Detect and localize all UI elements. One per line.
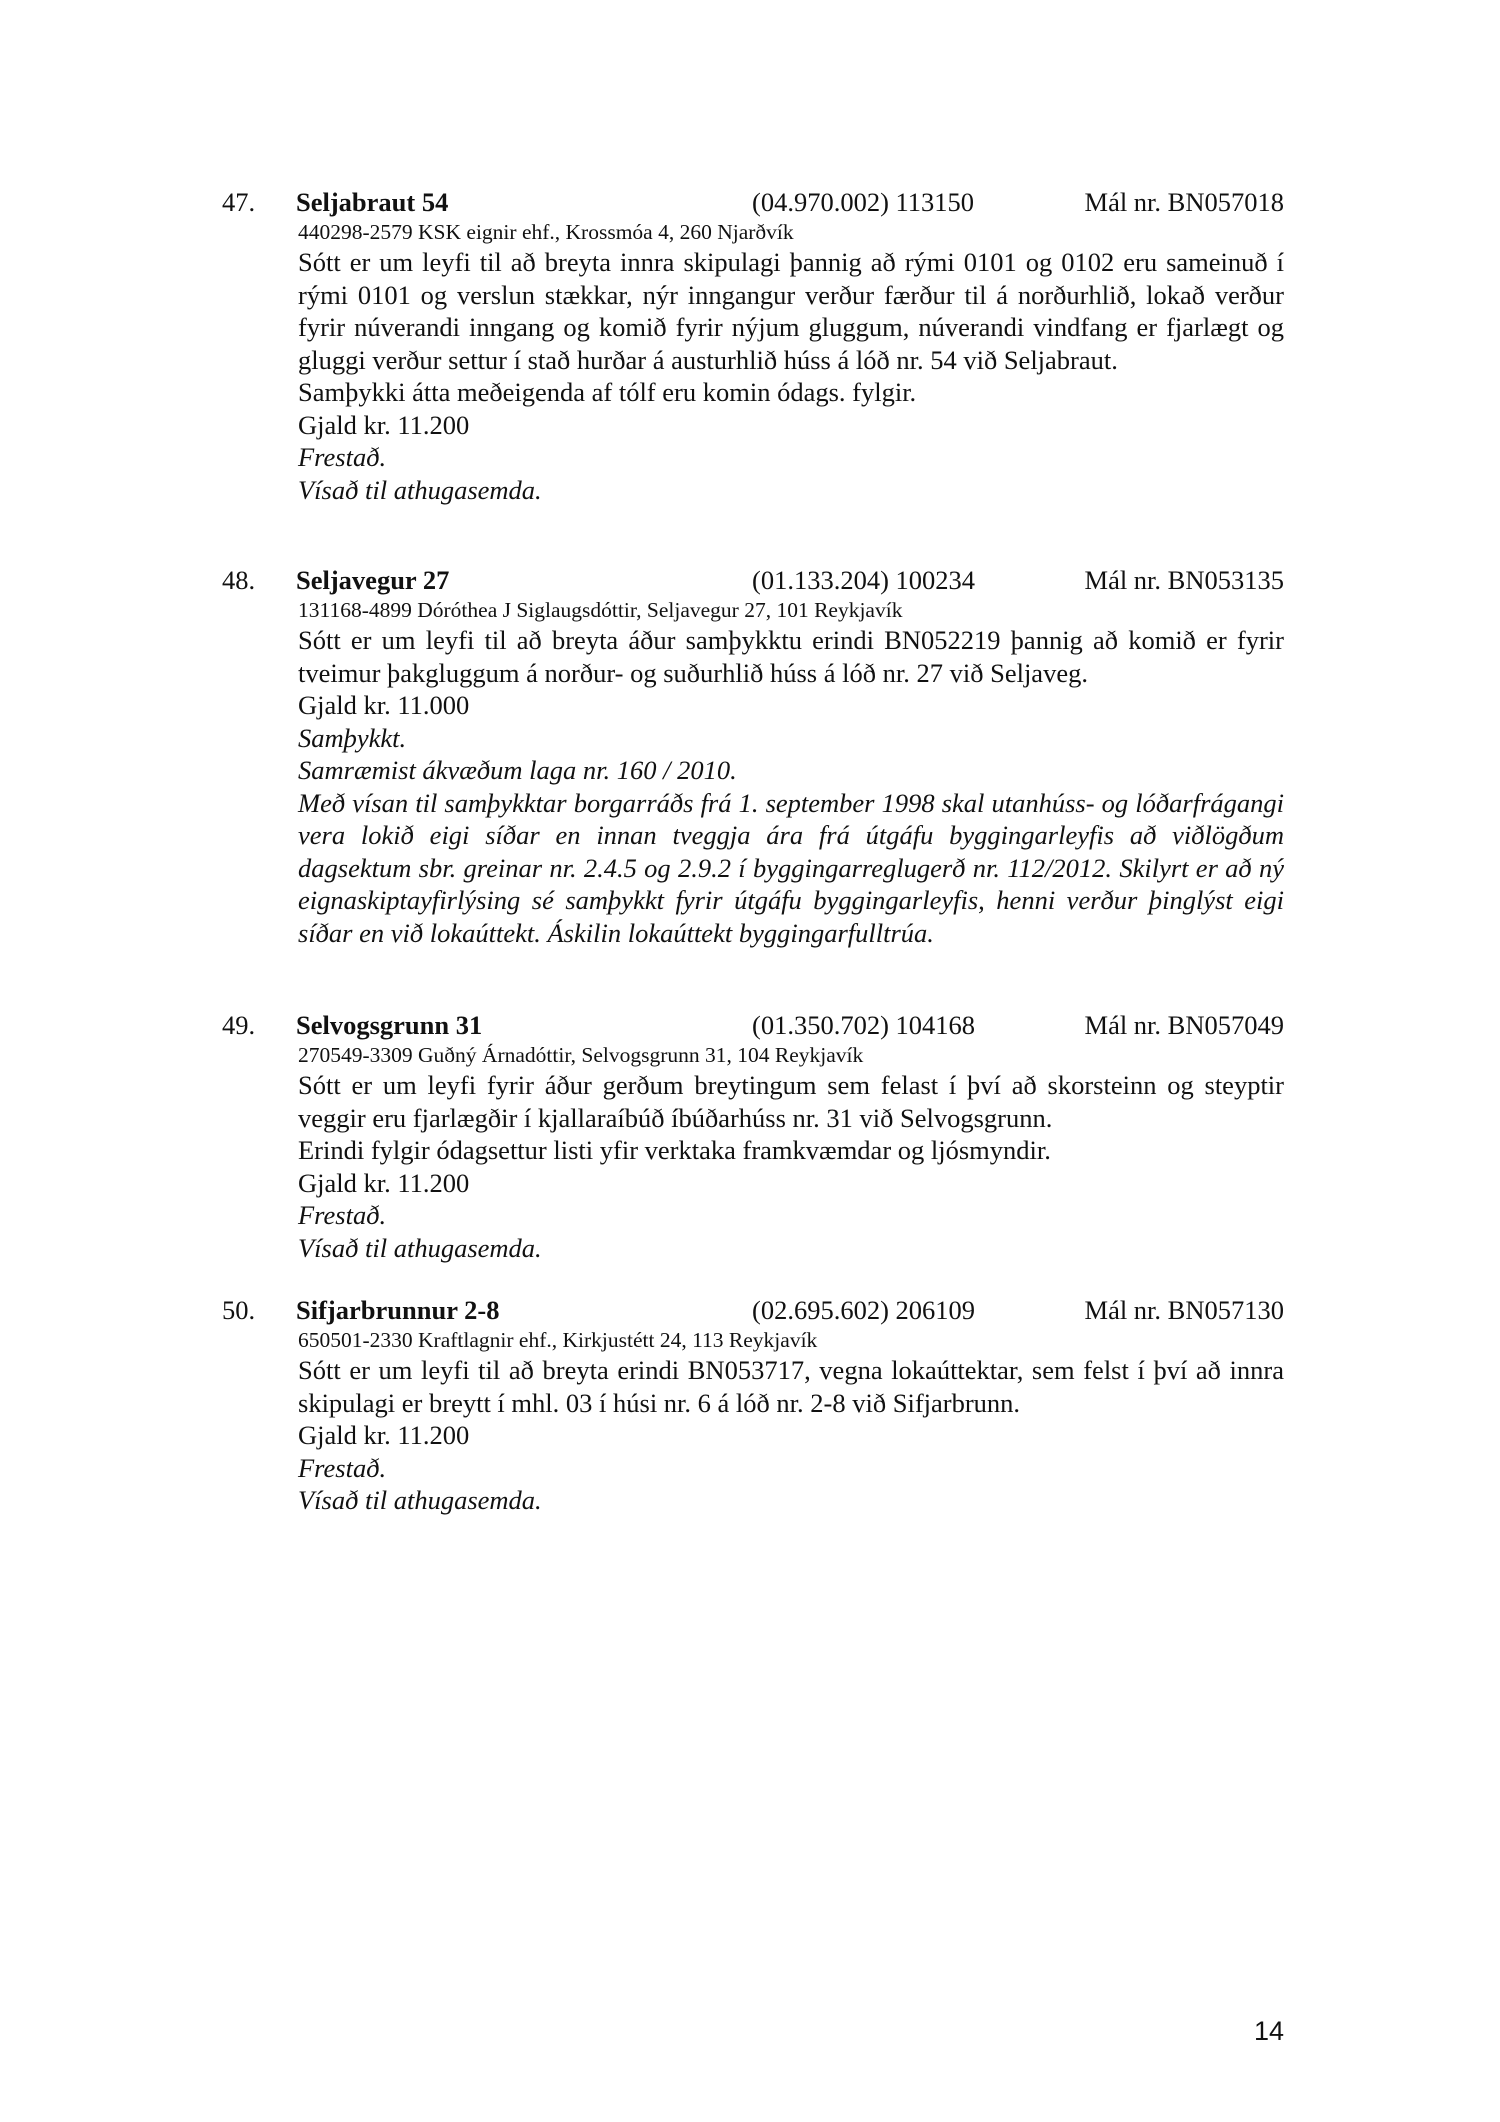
entry-body xyxy=(298,597,1284,949)
entry-law: Samræmist ákvæðum laga nr. 160 / 2010. xyxy=(298,755,737,785)
entry-remark: Vísað til athugasemda. xyxy=(298,1485,542,1515)
entry-note: Samþykki átta meðeigenda af tólf eru komin ódags. fylgir. xyxy=(298,377,917,407)
entry-case-number: Mál nr. BN057130 xyxy=(1084,1295,1284,1325)
entry-description: Sótt er um leyfi til að breyta erindi BN053717, vegna lokaúttektar, sem felst í því að innra skipulagi er breytt í mhl. 03 í húsi nr. 6 á lóð nr. 2-8 við Sifjarbrunn. xyxy=(298,1355,1284,1418)
entry-owner: 650501-2330 Kraftlagnir ehf., Kirkjustétt 24, 113 Reykjavík xyxy=(298,1328,818,1352)
entry-owner: 131168-4899 Dóróthea J Siglaugsdóttir, Seljavegur 27, 101 Reykjavík xyxy=(298,598,903,622)
entry-body xyxy=(298,219,1284,506)
entry-header xyxy=(222,185,1284,219)
entry-body xyxy=(298,1042,1284,1264)
entry-fee: Gjald kr. 11.200 xyxy=(298,409,470,440)
entry-number: 47. xyxy=(222,187,256,217)
entry-body xyxy=(298,1327,1284,1517)
entry-case-number: Mál nr. BN057018 xyxy=(1084,187,1284,217)
entry-address: Seljavegur 27 xyxy=(296,565,450,595)
entry-conditions: Með vísan til samþykktar borgarráðs frá 1. september 1998 skal utanhúss- og lóðarfrágangi vera lokið eigi síðar en innan tveggja ára frá útgáfu byggingarleyfis að viðlögðum dagsektum sbr. greinar nr. 2.4.5 og 2.9.2 í byggingarreglugerð nr. 112/2012. Skilyrt er að ný eignaskiptayfirlýsing sé samþykkt fyrir útgáfu byggingarleyfis, henni verður þinglýst eigi síðar en við lokaúttekt. Áskilin lokaúttekt byggingarfulltrúa. xyxy=(298,787,1284,948)
entry-case-number: Mál nr. BN053135 xyxy=(1084,565,1284,595)
case-entry xyxy=(222,1008,1284,1264)
entry-number: 49. xyxy=(222,1010,256,1040)
entry-fee: Gjald kr. 11.200 xyxy=(298,1167,470,1198)
entry-note: Erindi fylgir ódagsettur listi yfir verktaka framkvæmdar og ljósmyndir. xyxy=(298,1135,1051,1165)
entry-remark: Vísað til athugasemda. xyxy=(298,474,542,505)
entry-decision: Frestað. xyxy=(298,442,387,472)
entry-reference: (04.970.002) 113150 xyxy=(752,187,975,217)
entry-header xyxy=(222,563,1284,597)
entry-header xyxy=(222,1293,1284,1327)
entry-address: Sifjarbrunnur 2-8 xyxy=(296,1295,500,1325)
entry-decision: Frestað. xyxy=(298,1200,387,1230)
page-number: 14 xyxy=(1254,2016,1285,2046)
entry-remark: Vísað til athugasemda. xyxy=(298,1232,542,1263)
entry-reference: (01.133.204) 100234 xyxy=(752,565,976,595)
entry-number: 50. xyxy=(222,1295,256,1325)
entry-address: Seljabraut 54 xyxy=(296,187,449,217)
entry-description: Sótt er um leyfi til að breyta áður samþykktu erindi BN052219 þannig að komið er fyrir tveimur þakgluggum á norður- og suðurhlið húss á lóð nr. 27 við Seljaveg. xyxy=(298,625,1284,688)
entry-fee: Gjald kr. 11.200 xyxy=(298,1420,470,1450)
case-entry xyxy=(222,563,1284,949)
entry-owner: 270549-3309 Guðný Árnadóttir, Selvogsgrunn 31, 104 Reykjavík xyxy=(298,1043,864,1067)
entry-fee: Gjald kr. 11.000 xyxy=(298,690,470,720)
entry-description: Sótt er um leyfi fyrir áður gerðum breytingum sem felast í því að skorsteinn og steyptir veggir eru fjarlægðir í kjallaraíbúð íbúðarhúss nr. 31 við Selvogsgrunn. xyxy=(298,1070,1284,1133)
entry-reference: (01.350.702) 104168 xyxy=(752,1010,976,1040)
entry-description: Sótt er um leyfi til að breyta innra skipulagi þannig að rými 0101 og 0102 eru sameinuð í rými 0101 og verslun stækkar, nýr inngangur verður færður til á norðurhlið, lokað verður fyrir núverandi inngang og komið fyrir nýjum gluggum, núverandi vindfang er fjarlægt og gluggi verður settur í stað hurðar á austurhlið húss á lóð nr. 54 við Seljabraut. xyxy=(298,247,1284,375)
entry-number: 48. xyxy=(222,565,256,595)
case-entry xyxy=(222,185,1284,506)
entry-reference: (02.695.602) 206109 xyxy=(752,1295,976,1325)
entry-decision: Samþykkt. xyxy=(298,722,407,753)
entry-decision: Frestað. xyxy=(298,1452,387,1483)
entry-case-number: Mál nr. BN057049 xyxy=(1084,1010,1284,1040)
entry-header xyxy=(222,1008,1284,1042)
entry-owner: 440298-2579 KSK eignir ehf., Krossmóa 4, 260 Njarðvík xyxy=(298,220,794,244)
entry-address: Selvogsgrunn 31 xyxy=(296,1010,483,1040)
case-entry xyxy=(222,1293,1284,1517)
